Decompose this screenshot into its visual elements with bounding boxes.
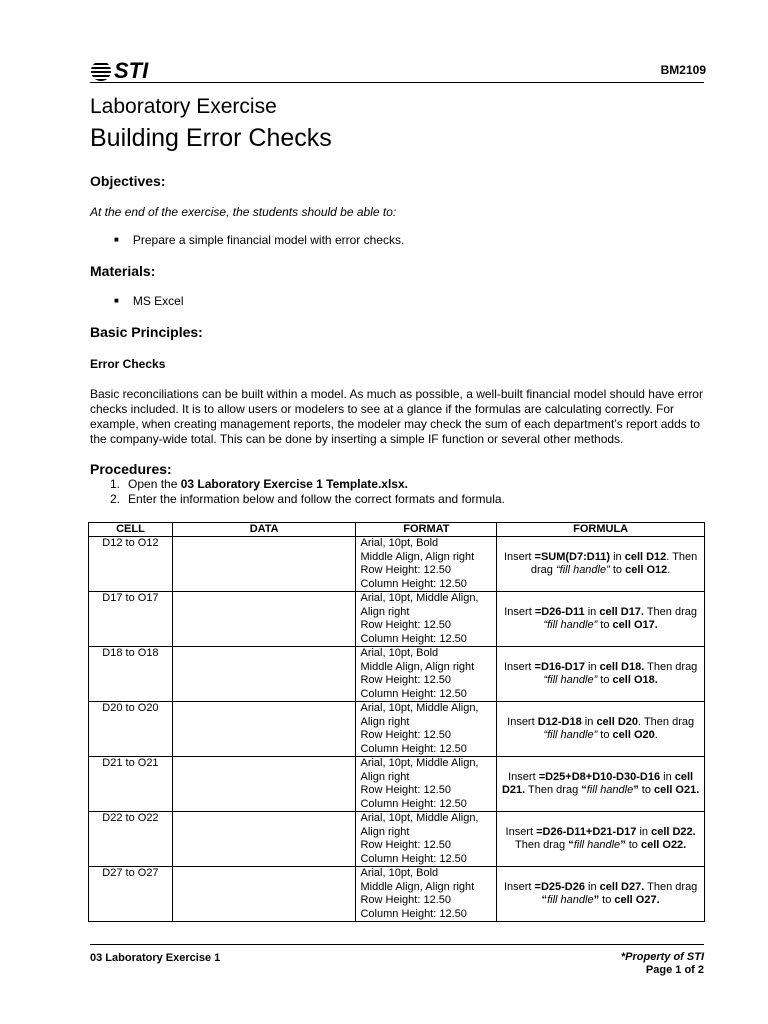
cell-range: D27 to O27 xyxy=(89,867,173,922)
formula-segment: cell O21. xyxy=(654,784,700,796)
format-cell xyxy=(356,592,497,647)
formula-segment: . Then drag xyxy=(638,715,695,728)
formula-segment: cell D21. xyxy=(501,770,694,796)
formula-segment: cell O12 xyxy=(625,564,668,576)
formula-segment: =SUM(D7:D11) xyxy=(534,550,611,563)
formula-segment: . xyxy=(654,729,658,741)
format-cell xyxy=(356,757,497,812)
formula-segment: =D26-D11+D21-D17 xyxy=(536,825,637,838)
data-cell xyxy=(172,647,356,702)
format-line: Middle Align, Align right xyxy=(360,660,475,673)
format-line: Arial, 10pt, Middle Align, xyxy=(360,812,479,824)
formula-segment: cell D18. xyxy=(599,660,645,673)
format-cell xyxy=(356,702,497,757)
formula-segment: fill handle xyxy=(573,839,621,851)
format-line: Column Height: 12.50 xyxy=(360,742,467,755)
formula-segment: cell O22. xyxy=(640,839,687,851)
step-number: 1. xyxy=(110,477,121,491)
footer-divider xyxy=(90,944,704,945)
footer-document-name: 03 Laboratory Exercise 1 xyxy=(90,952,221,964)
formula-segment: in xyxy=(660,770,675,783)
formula-segment: “fill handle” xyxy=(555,564,610,576)
formula-segment: in xyxy=(581,715,597,728)
formula-segment: Insert xyxy=(504,605,535,618)
formula-cell xyxy=(497,867,705,922)
formula-segment: Insert xyxy=(503,660,535,673)
formula-segment: cell O17. xyxy=(612,619,658,631)
formula-cell xyxy=(497,592,705,647)
format-line: Middle Align, Align right xyxy=(360,550,475,563)
formula-segment: fill handle xyxy=(547,894,594,906)
logo-text: STI xyxy=(114,58,149,83)
formula-segment: cell O20 xyxy=(612,729,655,741)
format-line: Row Height: 12.50 xyxy=(360,729,451,741)
format-line: Align right xyxy=(360,770,410,783)
table-header-row xyxy=(89,523,705,537)
formula-segment: “fill handle” xyxy=(543,674,598,686)
formula-segment: Then drag xyxy=(643,605,697,618)
format-line: Arial, 10pt, Middle Align, xyxy=(360,592,479,604)
formula-segment: Insert xyxy=(503,550,535,563)
formula-segment: cell O18. xyxy=(612,674,658,686)
property-notice: *Property of STI xyxy=(620,951,704,963)
table-row xyxy=(89,647,705,702)
format-line: Arial, 10pt, Bold xyxy=(360,537,439,549)
table-row xyxy=(89,812,705,867)
format-line: Row Height: 12.50 xyxy=(360,564,451,576)
page-subtitle: Laboratory Exercise xyxy=(90,95,277,118)
footer-info xyxy=(621,951,704,977)
formula-segment: Then drag xyxy=(525,784,582,796)
step-number: 2. xyxy=(110,492,121,506)
document-code: BM2109 xyxy=(660,63,706,77)
data-cell xyxy=(172,592,356,647)
format-line: Arial, 10pt, Middle Align, xyxy=(360,702,479,714)
formula-segment: ” xyxy=(633,784,639,796)
table-row xyxy=(89,867,705,922)
column-header-cell: CELL xyxy=(89,523,173,537)
sti-logo xyxy=(91,58,148,84)
procedures-heading: Procedures: xyxy=(90,461,172,477)
formula-segment: fill handle xyxy=(586,784,634,796)
formula-segment: in xyxy=(584,880,600,893)
bullet-icon: ■ xyxy=(114,235,119,244)
cell-range: D22 to O22 xyxy=(89,812,173,867)
formula-segment: . Then drag xyxy=(530,550,698,576)
formula-segment: to xyxy=(597,729,613,741)
formula-segment: cell D17. xyxy=(599,605,644,618)
formula-segment: to xyxy=(597,674,613,686)
format-line: Column Height: 12.50 xyxy=(360,577,467,590)
formula-segment: Insert xyxy=(503,880,535,893)
formula-segment: to xyxy=(609,564,626,576)
data-cell xyxy=(172,702,356,757)
table-row xyxy=(89,592,705,647)
cell-range: D20 to O20 xyxy=(89,702,173,757)
format-line: Arial, 10pt, Middle Align, xyxy=(360,757,479,769)
formula-segment: in xyxy=(584,660,600,673)
formula-segment: Then drag xyxy=(644,880,698,893)
data-cell xyxy=(172,757,356,812)
cell-range: D17 to O17 xyxy=(89,592,173,647)
format-line: Row Height: 12.50 xyxy=(360,674,451,686)
format-line: Arial, 10pt, Bold xyxy=(360,867,439,879)
page-number: Page 1 of 2 xyxy=(645,964,704,976)
step-text: Open the 03 Laboratory Exercise 1 Template.xlsx. xyxy=(128,477,408,491)
format-cell xyxy=(356,867,497,922)
objective-text: Prepare a simple financial model with error checks. xyxy=(132,233,405,247)
formula-segment: “ xyxy=(541,894,548,906)
format-line: Row Height: 12.50 xyxy=(360,784,451,796)
formula-segment: cell O27. xyxy=(614,894,660,906)
formula-segment: “fill handle” xyxy=(543,619,598,631)
data-cell xyxy=(172,812,356,867)
formula-segment: in xyxy=(636,825,652,838)
formula-segment: =D25+D8+D10-D30-D16 xyxy=(538,770,661,783)
header-divider xyxy=(90,82,704,83)
page-title: Building Error Checks xyxy=(90,124,332,152)
formula-segment: “ xyxy=(568,839,574,851)
format-line: Row Height: 12.50 xyxy=(360,619,451,631)
table-row xyxy=(89,702,705,757)
format-cell xyxy=(356,812,497,867)
step-text: Enter the information below and follow the correct formats and formula. xyxy=(128,492,505,506)
format-line: Row Height: 12.50 xyxy=(360,839,451,851)
data-cell xyxy=(172,867,356,922)
formula-segment: =D25-D26 xyxy=(534,880,585,893)
objectives-intro: At the end of the exercise, the students should be able to: xyxy=(90,205,397,219)
formula-segment: =D16-D17 xyxy=(534,660,585,673)
column-header-format: FORMAT xyxy=(356,523,497,537)
material-text: MS Excel xyxy=(132,294,184,308)
formula-segment: “ xyxy=(581,784,587,796)
cell-range: D18 to O18 xyxy=(89,647,173,702)
formula-cell xyxy=(497,812,705,867)
format-line: Middle Align, Align right xyxy=(360,880,475,893)
format-line: Row Height: 12.50 xyxy=(360,894,451,906)
bullet-icon: ■ xyxy=(114,296,119,305)
format-line: Align right xyxy=(360,605,410,618)
list-item xyxy=(114,294,184,308)
formula-cell xyxy=(497,537,705,592)
formula-segment: Insert xyxy=(508,770,539,783)
format-line: Column Height: 12.50 xyxy=(360,852,467,865)
cell-range: D12 to O12 xyxy=(89,537,173,592)
format-line: Arial, 10pt, Bold xyxy=(360,647,439,659)
formula-segment: D12-D18 xyxy=(537,715,582,728)
format-line: Column Height: 12.50 xyxy=(360,907,467,920)
list-item xyxy=(110,492,505,507)
objectives-heading: Objectives: xyxy=(90,173,166,189)
formula-cell xyxy=(497,757,705,812)
formula-segment: cell D12 xyxy=(624,550,667,563)
formula-segment: Then drag xyxy=(515,839,569,851)
cell-range: D21 to O21 xyxy=(89,757,173,812)
table-row xyxy=(89,537,705,592)
formula-segment: to xyxy=(625,839,641,851)
formula-segment: ” xyxy=(620,839,626,851)
formula-segment: ” xyxy=(593,894,600,906)
formula-segment: Insert xyxy=(507,715,538,728)
formula-segment: cell D22. xyxy=(651,825,696,838)
formula-segment: cell D27. xyxy=(599,880,645,893)
principles-paragraph: Basic reconciliations can be built within a model. As much as possible, a well-built financial model should have error checks included. It is to allow users or modelers to see at a glance if the formulas are calculating correctly. For example, when creating management reports, the modeler may check the sum of each department’s report adds to the company-wide total. This can be done by inserting a simple IF function or several other methods. xyxy=(90,387,703,446)
list-item xyxy=(114,233,404,247)
format-line: Column Height: 12.50 xyxy=(360,687,467,700)
list-item xyxy=(110,477,505,492)
instructions-table xyxy=(88,522,705,922)
principles-heading: Basic Principles: xyxy=(90,324,203,340)
procedures-list xyxy=(110,477,505,507)
materials-heading: Materials: xyxy=(90,263,156,279)
format-line: Column Height: 12.50 xyxy=(360,797,467,810)
formula-segment: . xyxy=(667,564,671,576)
format-line: Align right xyxy=(360,715,410,728)
formula-segment: to xyxy=(638,784,655,796)
column-header-formula: FORMULA xyxy=(497,523,705,537)
formula-segment: Insert xyxy=(505,825,537,838)
format-cell xyxy=(356,647,497,702)
formula-cell xyxy=(497,702,705,757)
formula-segment: to xyxy=(597,619,613,631)
formula-segment: to xyxy=(599,894,615,906)
principles-subheading: Error Checks xyxy=(90,357,166,371)
formula-segment: =D26-D11 xyxy=(534,605,585,618)
formula-segment: cell D20 xyxy=(596,715,639,728)
formula-segment: Then drag xyxy=(644,660,698,673)
formula-cell xyxy=(497,647,705,702)
format-cell xyxy=(356,537,497,592)
table-row xyxy=(89,757,705,812)
formula-segment: “fill handle” xyxy=(543,729,598,741)
column-header-data: DATA xyxy=(172,523,356,537)
formula-segment: in xyxy=(584,605,600,618)
formula-segment: in xyxy=(610,550,625,563)
globe-icon xyxy=(91,61,111,81)
format-line: Align right xyxy=(360,825,410,838)
format-line: Column Height: 12.50 xyxy=(360,632,467,645)
data-cell xyxy=(172,537,356,592)
